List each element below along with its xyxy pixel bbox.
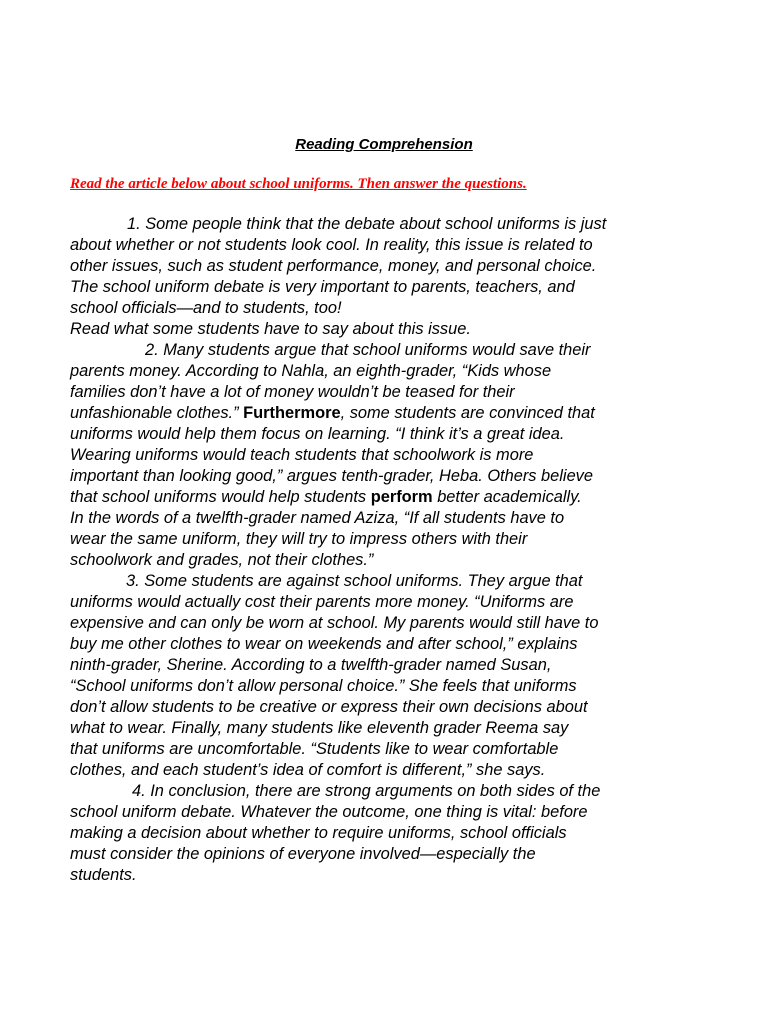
highlighted-word-perform: perform	[370, 488, 433, 506]
paragraph-3-line: ninth-grader, Sherine. According to a twelfth-grader named Susan,	[70, 656, 552, 674]
paragraph-2-line: uniforms would help them focus on learning. “I think it’s a great idea.	[70, 425, 565, 443]
instruction-text: Read the article below about school uniforms. Then answer the questions.	[70, 176, 527, 192]
paragraph-1-line: about whether or not students look cool. In reality, this issue is related to	[70, 236, 593, 254]
paragraph-1-line: 1. Some people think that the debate about school uniforms is just	[127, 215, 607, 233]
paragraph-1-line: The school uniform debate is very important to parents, teachers, and	[70, 278, 575, 296]
paragraph-2-line: schoolwork and grades, not their clothes.”	[70, 551, 374, 569]
paragraph-3-line: 3. Some students are against school uniforms. They argue that	[126, 572, 583, 590]
line-segment: that school uniforms would help students	[70, 488, 367, 506]
paragraph-2-line: In the words of a twelfth-grader named Aziza, “If all students have to	[70, 509, 565, 527]
paragraph-2-line	[70, 403, 710, 424]
paragraph-4-line: students.	[70, 866, 137, 884]
paragraph-4-line: making a decision about whether to require uniforms, school officials	[70, 824, 567, 842]
paragraph-3-line: that uniforms are uncomfortable. “Students like to wear comfortable	[70, 740, 559, 758]
paragraph-3-line: don’t allow students to be creative or express their own decisions about	[70, 698, 588, 716]
paragraph-3-line: clothes, and each student’s idea of comfort is different,” she says.	[70, 761, 546, 779]
paragraph-4-line: school uniform debate. Whatever the outcome, one thing is vital: before	[70, 803, 588, 821]
line-segment: , some students are convinced that	[340, 404, 595, 422]
article-body	[70, 214, 710, 886]
paragraph-2-line: important than looking good,” argues tenth-grader, Heba. Others believe	[70, 467, 593, 485]
paragraph-3-line: expensive and can only be worn at school. My parents would still have to	[70, 614, 599, 632]
paragraph-4-line: 4. In conclusion, there are strong arguments on both sides of the	[132, 782, 601, 800]
paragraph-3-line: what to wear. Finally, many students like eleventh grader Reema say	[70, 719, 569, 737]
paragraph-2-line: wear the same uniform, they will try to impress others with their	[70, 530, 528, 548]
paragraph-3-line: uniforms would actually cost their parents more money. “Uniforms are	[70, 593, 574, 611]
line-segment: unfashionable clothes.”	[70, 404, 239, 422]
page-title: Reading Comprehension	[295, 136, 473, 153]
paragraph-1-line: other issues, such as student performance, money, and personal choice.	[70, 257, 597, 275]
line-segment: better academically.	[437, 488, 582, 506]
intro-line: Read what some students have to say about this issue.	[70, 320, 471, 338]
paragraph-2-line: parents money. According to Nahla, an eighth-grader, “Kids whose	[70, 362, 552, 380]
highlighted-word-furthermore: Furthermore	[243, 404, 341, 422]
paragraph-3-line: “School uniforms don’t allow personal choice.” She feels that uniforms	[70, 677, 577, 695]
paragraph-2-line	[70, 487, 710, 508]
paragraph-1-line: school officials—and to students, too!	[70, 299, 342, 317]
paragraph-2-line: Wearing uniforms would teach students that schoolwork is more	[70, 446, 534, 464]
paragraph-2-line: 2. Many students argue that school uniforms would save their	[145, 341, 591, 359]
paragraph-2-line: families don’t have a lot of money wouldn’t be teased for their	[70, 383, 515, 401]
paragraph-3-line: buy me other clothes to wear on weekends and after school,” explains	[70, 635, 578, 653]
paragraph-4-line: must consider the opinions of everyone involved—especially the	[70, 845, 536, 863]
